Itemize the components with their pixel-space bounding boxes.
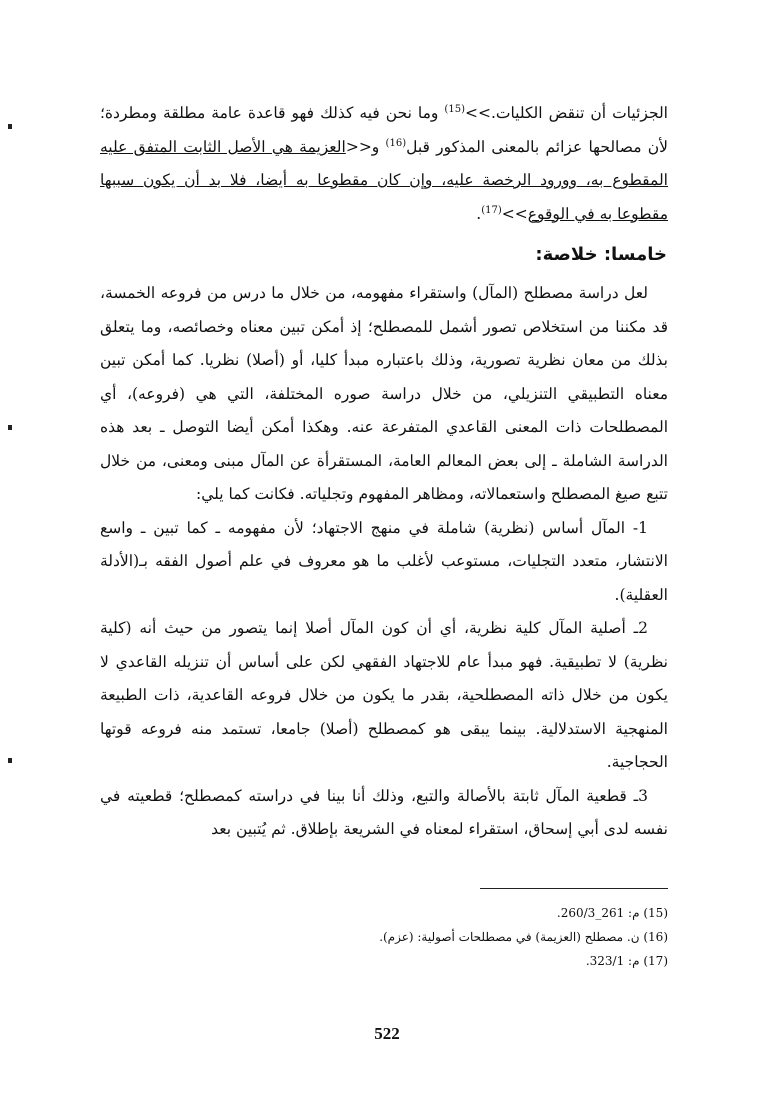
underlined-quote: العزيمة هي الأصل الثابت المتفق عليه المقطوع به، وورود الرخصة عليه، وإن كان مقطوعا به أيضا، فلا بد أن يكون سببها مقطوعا به في الوقوع <box>100 137 668 223</box>
section-heading: خامسا: خلاصة: <box>535 244 667 265</box>
intro-line2-b: و<< <box>345 137 386 156</box>
margin-mark <box>8 124 12 129</box>
footnote-ref-15[interactable]: (15) <box>444 103 465 115</box>
section-body <box>100 277 668 847</box>
footnote-ref-16[interactable]: (16) <box>385 137 407 149</box>
footnotes <box>248 901 668 973</box>
quote-end: >> <box>501 204 528 223</box>
intro-period: . <box>476 204 482 223</box>
footnote-divider <box>480 888 668 889</box>
intro-paragraph <box>100 97 668 231</box>
point-1-paragraph: 1- المآل أساس (نظرية) شاملة في منهج الاجتهاد؛ لأن مفهومه ـ كما تبين ـ واسع الانتشار، متعدد التجليات، مستوعب لأغلب ما هو معروف في علم أصول الفقه بـ(الأدلة العقلية). <box>100 518 668 604</box>
footnote-ref-17[interactable]: (17) <box>481 204 502 216</box>
point-3-paragraph: 3ـ قطعية المآل ثابتة بالأصالة والتبع، وذلك أنا بينا في دراسته كمصطلح؛ قطعيته في نفسه لدى أبي إسحاق، استقراء لمعناه في الشريعة بإطلاق. ثم يُتبين بعد <box>100 786 668 838</box>
margin-mark <box>8 425 12 430</box>
footnote-17: (17) م: 323/1. <box>585 954 668 968</box>
page-number: 522 <box>374 1024 400 1043</box>
margin-mark <box>8 758 12 763</box>
intro-line2-a: لأن مصالحها عزائم بالمعنى المذكور قبل <box>406 137 669 156</box>
intro-line1-b: وما نحن فيه كذلك فهو قاعدة عامة مطلقة ومطردة؛ <box>100 104 445 122</box>
intro-text <box>100 97 668 231</box>
footnote-15: (15) م: 261_260/3. <box>556 906 668 920</box>
intro-line1-a: الجزئيات أن تنقض الكليات.>> <box>464 104 668 122</box>
footnote-16: (16) ن. مصطلح (العزيمة) في مصطلحات أصولية: (عزم). <box>379 930 668 944</box>
summary-paragraph: لعل دراسة مصطلح (المآل) واستقراء مفهومه، من خلال ما درس من فروعه الخمسة، قد مكننا من استخلاص تصور أشمل للمصطلح؛ إذ أمكن تبين معناه وخصائصه، وما يتعلق بذلك من معان نظرية تصورية، وذلك باعتباره مبدأ كليا، أو (أصلا) نظريا. كما أمكن تبين معناه التطبيقي التنزيلي، من خلال دراسة صوره المختلفة، التي هي (فروعه)، أي المصطلحات ذات المعنى القاعدي المتفرعة عنه. وهكذا أمكن أيضا التوصل ـ بعد هذه الدراسة الشاملة ـ إلى بعض المعالم العامة، المستقرأة عن المآل مبنى ومعنى، من خلال تتبع صيغ المصطلح واستعمالاته، ومظاهر المفهوم وتجلياته. فكانت كما يلي: <box>100 284 668 503</box>
point-2-paragraph: 2ـ أصلية المآل كلية نظرية، أي أن كون المآل أصلا إنما يتصور من حيث أنه (كلية نظرية) لا تطبيقية. فهو مبدأ عام للاجتهاد الفقهي لكن على أساس أن تنزيله القاعدي لا يكون من خلال ذاته المصطلحية، بقدر ما يكون من خلال فروعه القاعدية، ذات الطبيعة المنهجية الاستدلالية. بينما يبقى هو كمصطلح (أصلا) جامعا، تستمد منه فروعه قوتها الحجاجية. <box>100 619 668 771</box>
